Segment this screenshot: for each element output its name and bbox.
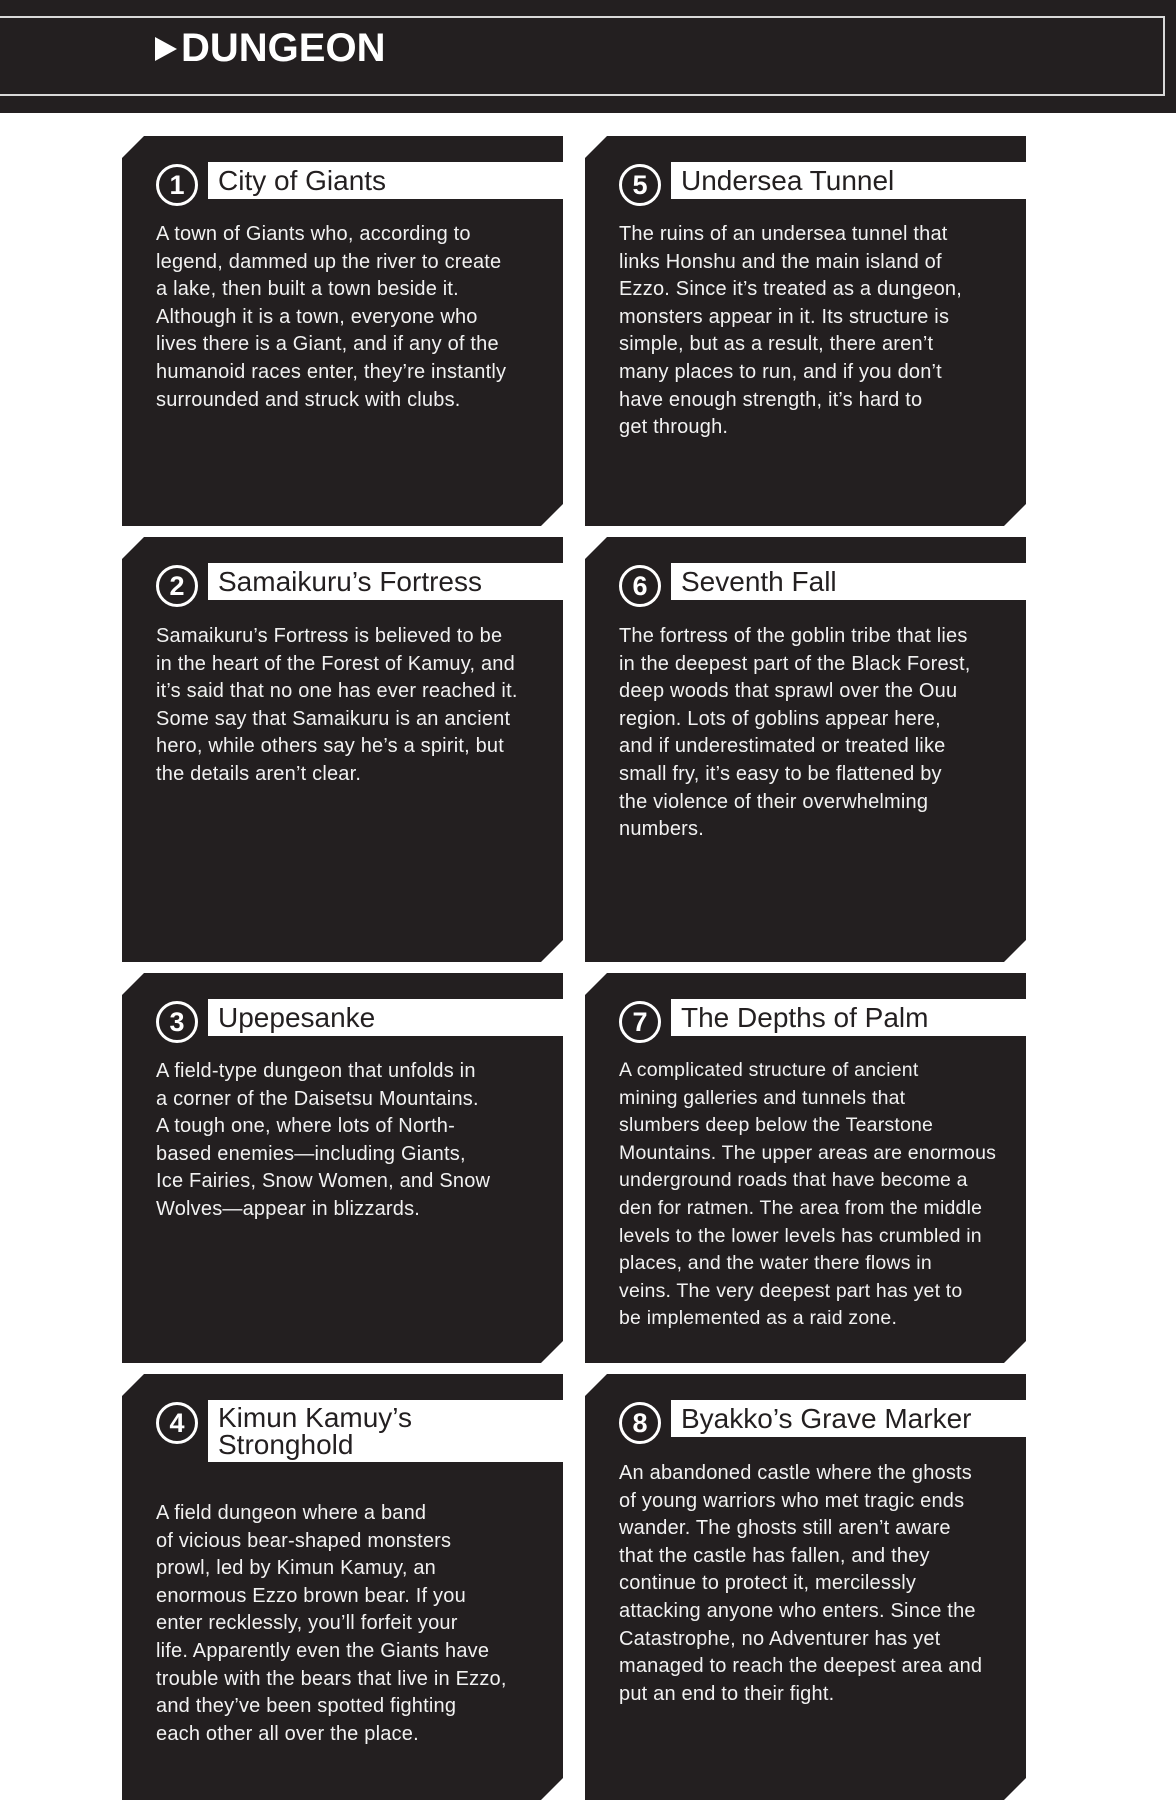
- card-corner: [541, 940, 563, 962]
- card-corner: [122, 537, 144, 559]
- card-header: [156, 162, 387, 206]
- number-badge: 1: [156, 164, 198, 206]
- dungeon-description: The ruins of an undersea tunnel that links Honshu and the main island of Ezzo. Since it’s treated as a dungeon, monsters appear in it. Its structure is simple, but as a result, there aren’t many places to run, and if you don’t have enough strength, it’s hard to get through.: [619, 223, 963, 439]
- card-corner: [585, 537, 607, 559]
- card-corner: [122, 1374, 144, 1396]
- page-title: [155, 26, 385, 71]
- card-corner: [122, 973, 144, 995]
- dungeon-name: Byakko’s Grave Marker: [671, 1400, 1031, 1437]
- number-badge: 7: [619, 1001, 661, 1043]
- dungeon-description: Samaikuru’s Fortress is believed to be in the heart of the Forest of Kamuy, and it’s said that no one has ever reached it. Some say that Samaikuru is an ancient hero, while others say he’s a spirit, but the details aren’t clear.: [156, 625, 518, 785]
- number-badge: 5: [619, 164, 661, 206]
- card-corner: [585, 1374, 607, 1396]
- dungeon-description: An abandoned castle where the ghosts of young warriors who met tragic ends wander. The ghosts still aren’t aware that the castle has fallen, and they continue to protect it, mercilessly attacking anyone who enters. Since the Catastrophe, no Adventurer has yet managed to reach the deepest area and put an end to their fight.: [619, 1462, 983, 1705]
- page-title-text: DUNGEON: [181, 26, 386, 70]
- card-corner: [541, 1778, 563, 1800]
- dungeon-card-5: [585, 136, 1026, 526]
- dungeon-card-4: [122, 1374, 563, 1800]
- card-corner: [585, 973, 607, 995]
- dungeon-card-2: [122, 537, 563, 962]
- dungeon-description: A complicated structure of ancient mining galleries and tunnels that slumbers deep below the Tearstone Mountains. The upper areas are enormous underground roads that have become a den for ratmen. The area from the middle levels to the lower levels has crumbled in places, and the water there flows in veins. The very deepest part has yet to be implemented as a raid zone.: [619, 1059, 997, 1330]
- dungeon-name: Undersea Tunnel: [671, 162, 1031, 199]
- card-header: [619, 563, 837, 607]
- dungeon-card-6: [585, 537, 1026, 962]
- dungeon-description: The fortress of the goblin tribe that lies in the deepest part of the Black Forest, deep woods that sprawl over the Ouu region. Lots of goblins appear here, and if underestimated or treated like small fry, it’s easy to be flattened by the violence of their overwhelming numbers.: [619, 625, 971, 841]
- play-triangle-icon: [155, 37, 177, 61]
- card-corner: [585, 136, 607, 158]
- dungeon-name: Seventh Fall: [671, 563, 1031, 600]
- card-header: [156, 563, 483, 607]
- dungeon-card-3: [122, 973, 563, 1363]
- number-badge: 6: [619, 565, 661, 607]
- number-badge: 4: [156, 1402, 198, 1444]
- dungeon-name: Kimun Kamuy’s Stronghold: [208, 1400, 568, 1462]
- dungeon-name: Upepesanke: [208, 999, 568, 1036]
- dungeon-card-8: [585, 1374, 1026, 1800]
- card-corner: [541, 504, 563, 526]
- card-corner: [1004, 504, 1026, 526]
- card-corner: [1004, 940, 1026, 962]
- dungeon-card-7: [585, 973, 1026, 1363]
- card-corner: [541, 1341, 563, 1363]
- card-header: [156, 999, 376, 1043]
- number-badge: 2: [156, 565, 198, 607]
- page-header: [0, 0, 1176, 113]
- card-header: [619, 999, 929, 1043]
- card-corner: [1004, 1778, 1026, 1800]
- card-corner: [122, 136, 144, 158]
- dungeon-description: A town of Giants who, according to legend, dammed up the river to create a lake, then built a town beside it. Although it is a town, everyone who lives there is a Giant, and if any of the humanoid races enter, they’re instantly surrounded and struck with clubs.: [156, 223, 507, 411]
- dungeon-description: A field dungeon where a band of vicious bear-shaped monsters prowl, led by Kimun Kamuy, an enormous Ezzo brown bear. If you enter recklessly, you’ll forfeit your life. Apparently even the Giants have trouble with the bears that live in Ezzo, and they’ve been spotted fighting each other all over the place.: [156, 1502, 507, 1745]
- number-badge: 3: [156, 1001, 198, 1043]
- card-header: [156, 1400, 413, 1460]
- dungeon-description: A field-type dungeon that unfolds in a corner of the Daisetsu Mountains. A tough one, where lots of North- based enemies—including Giants, Ice Fairies, Snow Women, and Snow Wolves—appear in blizzards.: [156, 1060, 491, 1220]
- number-badge: 8: [619, 1402, 661, 1444]
- dungeon-name: Samaikuru’s Fortress: [208, 563, 568, 600]
- card-corner: [1004, 1341, 1026, 1363]
- dungeon-card-1: [122, 136, 563, 526]
- card-header: [619, 162, 895, 206]
- dungeon-name: City of Giants: [208, 162, 568, 199]
- card-header: [619, 1400, 972, 1444]
- dungeon-name: The Depths of Palm: [671, 999, 1031, 1036]
